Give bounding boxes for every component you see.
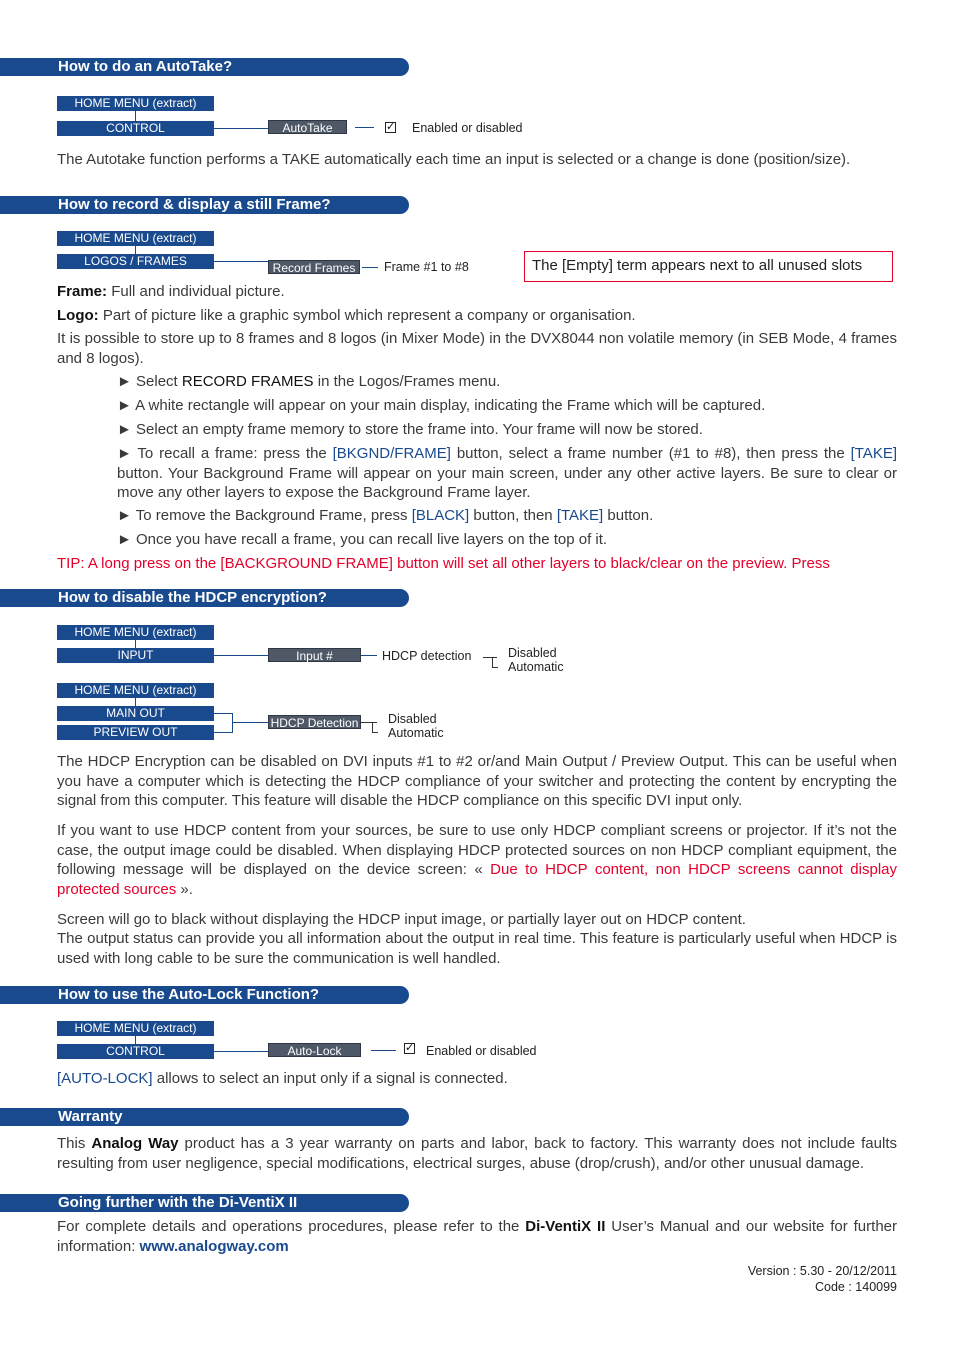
menu-preview-out: PREVIEW OUT	[57, 725, 214, 740]
hdcp-paragraph-3: Screen will go to black without displaying the HDCP input image, or partially layer out on HDCP content.	[57, 911, 746, 928]
menu-home-extract: HOME MENU (extract)	[57, 683, 214, 698]
connector	[355, 127, 374, 128]
connector	[232, 713, 233, 733]
menu-home-extract: HOME MENU (extract)	[57, 1021, 214, 1036]
connector	[135, 1036, 136, 1044]
hdcp-value-automatic: Automatic	[508, 660, 564, 674]
hdcp-paragraph-1: The HDCP Encryption can be disabled on DVI inputs #1 to #2 or/and Main Output / Preview Output. This can be useful when you have a computer which is detecting the HDCP compliance of your switcher and protecting the content by encrypting the signal from this computer. This feature will disable the HDCP compliance on this specific DVI input only.	[57, 753, 897, 809]
autotake-option: AutoTake	[268, 120, 347, 134]
storage-info: It is possible to store up to 8 frames and 8 logos (in Mixer Mode) in the DVX8044 non volatile memory (in SEB Mode, 4 frames and 8 logos).	[57, 330, 897, 367]
step-store-frame: ► Select an empty frame memory to store the frame into. Your frame will now be stored.	[117, 421, 703, 438]
section-header-autolock: How to use the Auto-Lock Function?	[0, 986, 409, 1004]
menu-input: INPUT	[57, 648, 214, 663]
empty-slots-note: The [Empty] term appears next to all unused slots	[524, 251, 893, 282]
frame-range-label: Frame #1 to #8	[384, 260, 469, 274]
frame-definition: Frame: Full and individual picture.	[57, 283, 285, 300]
checkbox-icon: ✓	[386, 121, 396, 133]
menu-home-extract: HOME MENU (extract)	[57, 96, 214, 111]
check-label: Enabled or disabled	[412, 121, 523, 135]
autotake-description: The Autotake function performs a TAKE automatically each time an input is selected or a change is done (position/size).	[57, 151, 851, 168]
menu-home-extract: HOME MENU (extract)	[57, 625, 214, 640]
connector	[214, 128, 268, 129]
section-header-autotake: How to do an AutoTake?	[0, 58, 409, 76]
hdcp-paragraph-4: The output status can provide you all information about the output in real time. This feature is particularly useful when HDCP is used with long cable to be sure the communication is well handled.	[57, 930, 897, 967]
section-header-still-frame: How to record & display a still Frame?	[0, 196, 409, 214]
hdcp-value-disabled: Disabled	[508, 646, 557, 660]
step-white-rectangle: ► A white rectangle will appear on your main display, indicating the Frame which will be captured.	[117, 397, 766, 414]
version-text: Version : 5.30 - 20/12/2011	[747, 1264, 897, 1278]
connector	[135, 698, 136, 706]
hdcp-out-value-disabled: Disabled	[388, 712, 437, 726]
hdcp-detection-label: HDCP detection	[382, 649, 472, 663]
menu-main-out: MAIN OUT	[57, 706, 214, 721]
step-select-record: ► Select RECORD FRAMES in the Logos/Frames menu.	[117, 373, 501, 390]
connector	[135, 246, 136, 254]
step-recall-frame: ► To recall a frame: press the [BKGND/FRAME] button, select a frame number (#1 to #8), then press the [TAKE] button. Your Background Frame will appear on your main screen, under any other active layers. Be sure to clear or move any other layers to expose the Background Frame layer.	[117, 445, 897, 501]
connector	[214, 1051, 268, 1052]
connector	[214, 732, 233, 733]
connector	[483, 657, 497, 658]
connector	[371, 1050, 396, 1051]
check-label: Enabled or disabled	[426, 1044, 537, 1058]
connector	[135, 640, 136, 648]
code-text: Code : 140099	[814, 1280, 897, 1294]
autolock-option: Auto-Lock	[268, 1043, 361, 1057]
connector	[372, 732, 378, 733]
connector	[361, 655, 377, 656]
tip-text: TIP: A long press on the [BACKGROUND FRAME] button will set all other layers to black/clear on the preview. Press	[57, 555, 830, 572]
input-option: Input #	[268, 648, 361, 662]
connector	[214, 713, 233, 714]
website-link[interactable]: www.analogway.com	[139, 1237, 289, 1255]
connector	[232, 722, 268, 723]
step-live-layers: ► Once you have recall a frame, you can recall live layers on the top of it.	[117, 531, 608, 548]
connector	[135, 111, 136, 121]
connector	[361, 722, 377, 723]
hdcp-paragraph-2: If you want to use HDCP content from your sources, be sure to use only HDCP compliant screens or projector. If it’s not the case, the output image could be disabled. When displaying HDCP protected sources on non HDCP compliant equipment, the following message will be displayed on the device screen: « Due to HDCP content, non HDCP screens cannot display protected sources ».	[57, 822, 897, 898]
connector	[214, 655, 268, 656]
hdcp-out-value-automatic: Automatic	[388, 726, 444, 740]
hdcp-detection-option: HDCP Detection	[268, 715, 361, 729]
menu-logos-frames: LOGOS / FRAMES	[57, 254, 214, 269]
connector	[492, 667, 498, 668]
section-header-warranty: Warranty	[0, 1108, 409, 1126]
logo-definition: Logo: Part of picture like a graphic symbol which represent a company or organisation.	[57, 307, 636, 324]
menu-home-extract: HOME MENU (extract)	[57, 231, 214, 246]
going-further-text: For complete details and operations procedures, please refer to the Di-VentiX II User’s Manual and our website for further information: www.analogway.com	[57, 1218, 897, 1255]
record-frames-option: Record Frames	[268, 260, 360, 274]
menu-control: CONTROL	[57, 121, 214, 136]
connector	[362, 267, 378, 268]
autolock-description: [AUTO-LOCK] allows to select an input only if a signal is connected.	[57, 1070, 508, 1087]
connector	[214, 261, 268, 262]
warranty-text: This Analog Way product has a 3 year warranty on parts and labor, back to factory. This warranty does not include faults resulting from user negligence, special modifications, electrical surges, abuse (drop/crush), and/or other unusual damage.	[57, 1135, 897, 1172]
menu-control: CONTROL	[57, 1044, 214, 1059]
checkbox-icon: ✓	[405, 1042, 415, 1054]
step-remove-frame: ► To remove the Background Frame, press [BLACK] button, then [TAKE] button.	[117, 507, 654, 524]
section-header-going-further: Going further with the Di-VentiX II	[0, 1194, 409, 1212]
section-header-hdcp: How to disable the HDCP encryption?	[0, 589, 409, 607]
